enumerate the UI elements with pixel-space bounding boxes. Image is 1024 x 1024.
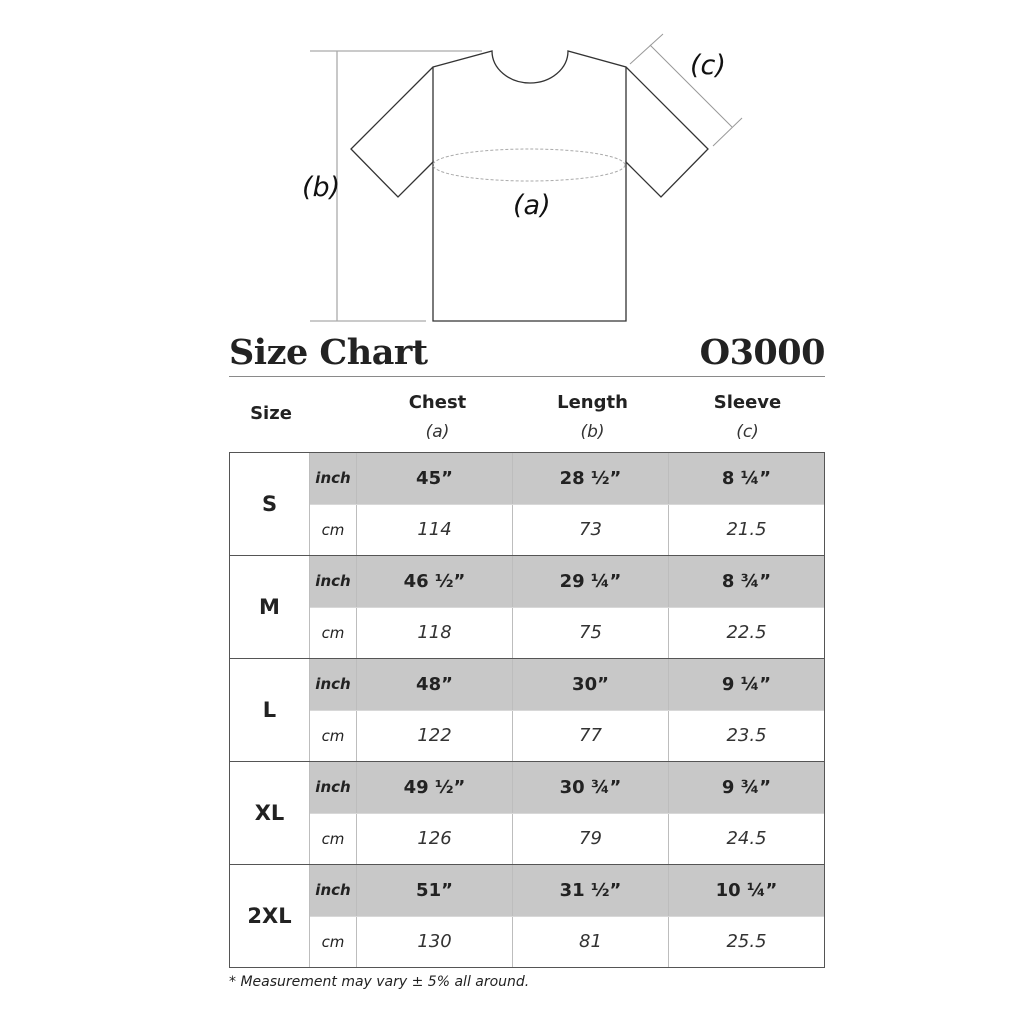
size-table (229, 452, 825, 968)
length-cell: 30 ¾” (513, 762, 669, 813)
table-row-cm (310, 917, 824, 968)
chest-cell: 130 (357, 917, 513, 968)
table-row-inch (310, 556, 824, 608)
tshirt-diagram (0, 0, 1024, 340)
footnote: * Measurement may vary ± 5% all around. (229, 974, 530, 990)
unit-cell: cm (310, 608, 357, 659)
column-header-chest-sub: (a) (425, 422, 450, 442)
chest-cell: 51” (357, 865, 513, 916)
column-header-size-label: Size (250, 403, 292, 424)
column-header-chest-label: Chest (408, 392, 467, 413)
size-group-m (230, 555, 824, 658)
unit-cell: cm (310, 814, 357, 865)
sleeve-cell: 8 ¼” (721, 467, 772, 489)
length-cell: 73 (513, 505, 669, 556)
length-cell: 31 ½” (513, 865, 669, 916)
unit-cell: cm (310, 505, 357, 556)
chest-cell: 118 (357, 608, 513, 659)
sleeve-cell: 10 ¼” (715, 879, 778, 901)
sleeve-cell: 24.5 (726, 828, 767, 850)
size-cell: 2XL (230, 865, 310, 967)
sleeve-cell: 21.5 (726, 519, 767, 541)
size-group-l (230, 658, 824, 761)
length-cell: 29 ¼” (513, 556, 669, 607)
size-cell: M (230, 556, 310, 658)
unit-cell: inch (310, 556, 357, 607)
unit-cell: cm (310, 711, 357, 762)
chest-cell: 49 ½” (357, 762, 513, 813)
table-row-inch (310, 453, 824, 505)
unit-cell: inch (310, 762, 357, 813)
length-cell: 30” (513, 659, 669, 710)
column-header-length (515, 392, 670, 442)
unit-cell: inch (310, 659, 357, 710)
sleeve-label: (c) (690, 50, 726, 81)
length-cell: 28 ½” (513, 453, 669, 504)
column-header-sleeve-label: Sleeve (713, 392, 782, 413)
column-header-length-label: Length (557, 392, 628, 413)
tshirt-outline-icon (0, 0, 1024, 340)
length-cell: 79 (513, 814, 669, 865)
unit-cell: inch (310, 453, 357, 504)
column-header-length-sub: (b) (580, 422, 605, 442)
table-row-inch (310, 865, 824, 917)
sleeve-cell: 25.5 (726, 931, 767, 953)
column-header-sleeve (670, 392, 825, 442)
length-cell: 77 (513, 711, 669, 762)
chest-label: (a) (513, 190, 551, 221)
table-row-cm (310, 608, 824, 659)
column-header-chest (360, 392, 515, 442)
sleeve-cell: 9 ¼” (721, 673, 772, 695)
table-row-cm (310, 814, 824, 865)
chest-cell: 122 (357, 711, 513, 762)
unit-cell: cm (310, 917, 357, 968)
size-group-xl (230, 761, 824, 864)
product-code: O3000 (699, 332, 825, 373)
sleeve-cell: 22.5 (726, 622, 767, 644)
sleeve-cell: 8 ¾” (721, 570, 772, 592)
unit-cell: inch (310, 865, 357, 916)
chest-cell: 45” (357, 453, 513, 504)
table-row-cm (310, 711, 824, 762)
length-cell: 81 (513, 917, 669, 968)
sleeve-cell: 23.5 (726, 725, 767, 747)
sleeve-cell: 9 ¾” (721, 776, 772, 798)
page-title: Size Chart (229, 332, 428, 373)
table-row-cm (310, 505, 824, 556)
title-divider (229, 376, 825, 377)
length-cell: 75 (513, 608, 669, 659)
chest-cell: 48” (357, 659, 513, 710)
table-row-inch (310, 659, 824, 711)
length-label: (b) (302, 172, 341, 203)
size-group-s (230, 453, 824, 555)
chest-cell: 126 (357, 814, 513, 865)
size-cell: L (230, 659, 310, 761)
chest-cell: 46 ½” (357, 556, 513, 607)
column-header-sleeve-sub: (c) (736, 422, 759, 442)
column-header-size (229, 403, 313, 424)
size-cell: S (230, 453, 310, 555)
table-row-inch (310, 762, 824, 814)
chest-cell: 114 (357, 505, 513, 556)
size-cell: XL (230, 762, 310, 864)
size-group-2xl (230, 864, 824, 967)
